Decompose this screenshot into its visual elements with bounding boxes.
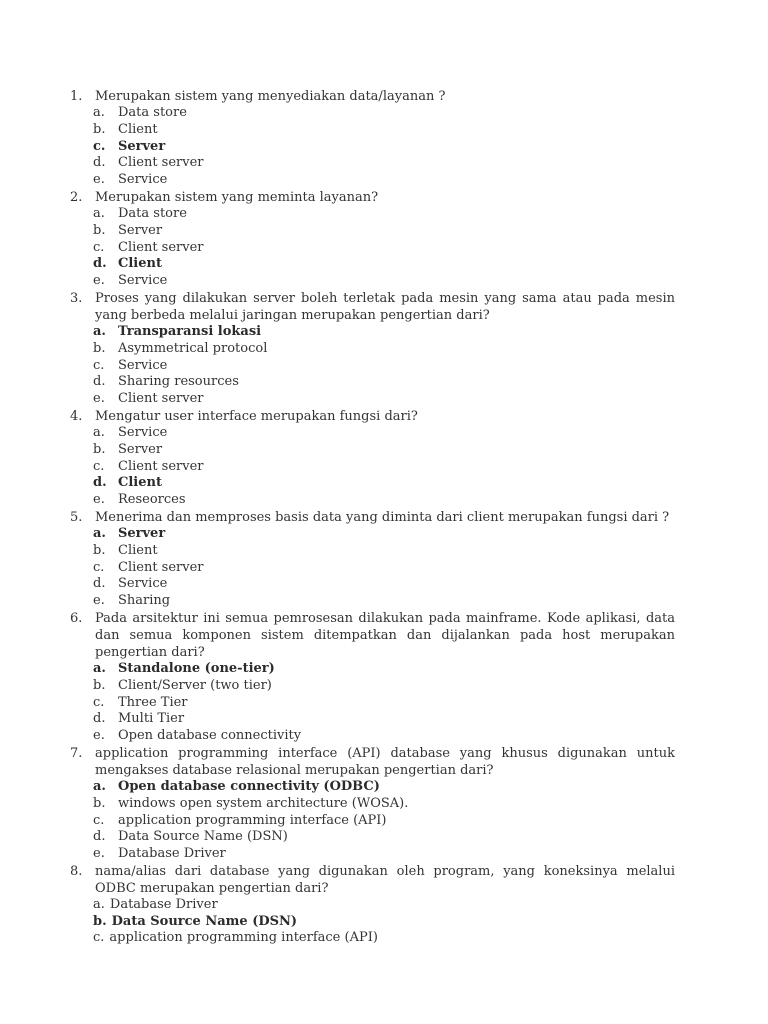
option-letter: d.	[93, 374, 106, 390]
option-letter: a.	[93, 323, 106, 339]
answer-option	[70, 930, 675, 947]
answer-option	[70, 829, 675, 846]
question-row	[70, 863, 675, 897]
answer-option-correct	[70, 256, 675, 273]
question-number: 3.	[70, 290, 83, 306]
answer-option-correct	[70, 661, 675, 678]
answer-options	[70, 661, 675, 745]
question-6	[70, 610, 675, 745]
option-letter: a.	[93, 205, 105, 221]
question-row	[70, 189, 675, 206]
answer-option-correct	[70, 324, 675, 341]
answer-option	[70, 560, 675, 577]
question-text: Mengatur user interface merupakan fungsi dari?	[95, 408, 418, 424]
option-letter: b.	[93, 913, 107, 929]
option-letter: b.	[93, 340, 106, 356]
answer-option	[70, 425, 675, 442]
option-letter: a.	[93, 525, 106, 541]
option-text: Sharing	[118, 593, 171, 609]
answer-option	[70, 846, 675, 863]
answer-option	[70, 358, 675, 375]
question-1	[70, 88, 675, 189]
answer-option-correct	[70, 779, 675, 796]
option-text: application programming interface (API)	[109, 930, 378, 946]
option-letter: c.	[93, 239, 105, 255]
answer-options	[70, 206, 675, 290]
option-text: Data store	[118, 205, 187, 221]
answer-option	[70, 374, 675, 391]
option-text: Database Driver	[109, 896, 218, 912]
answer-option	[70, 593, 675, 610]
answer-option	[70, 172, 675, 189]
question-3	[70, 290, 675, 408]
option-letter: c.	[93, 812, 105, 828]
option-text: Client/Server (two tier)	[118, 677, 272, 693]
question-text: Merupakan sistem yang menyediakan data/layanan ?	[95, 89, 446, 104]
option-text: Asymmetrical protocol	[118, 340, 268, 356]
answer-option-correct	[70, 526, 675, 543]
answer-options	[70, 897, 675, 947]
answer-option	[70, 711, 675, 728]
option-letter: c.	[93, 930, 105, 946]
option-text: Open database connectivity	[118, 728, 302, 744]
option-text: Client server	[118, 239, 204, 255]
question-number: 6.	[70, 610, 83, 626]
option-letter: d.	[93, 475, 107, 491]
option-text: Client server	[118, 458, 204, 474]
option-text: Service	[118, 357, 168, 373]
option-text: Client	[118, 475, 162, 491]
answer-option	[70, 897, 675, 914]
answer-option	[70, 273, 675, 290]
question-number: 5.	[70, 509, 83, 525]
answer-options	[70, 105, 675, 189]
option-letter: c.	[93, 694, 105, 710]
option-letter: d.	[93, 256, 107, 272]
option-letter: c.	[93, 138, 106, 154]
answer-option	[70, 728, 675, 745]
question-row	[70, 408, 675, 425]
option-text: application programming interface (API)	[118, 812, 387, 828]
question-5	[70, 509, 675, 610]
question-2	[70, 189, 675, 290]
option-text: Multi Tier	[118, 711, 185, 727]
option-letter: a.	[93, 105, 105, 120]
answer-options	[70, 526, 675, 610]
option-text: Client server	[118, 391, 204, 407]
option-letter: c.	[93, 559, 105, 575]
option-text: Data Source Name (DSN)	[118, 829, 288, 845]
option-letter: a.	[93, 660, 106, 676]
answer-option	[70, 543, 675, 560]
option-letter: d.	[93, 829, 106, 845]
answer-option-correct	[70, 914, 675, 931]
answer-option	[70, 240, 675, 257]
option-text: Client	[118, 256, 162, 272]
question-row	[70, 88, 675, 105]
option-text: Data Source Name (DSN)	[111, 913, 298, 929]
question-7	[70, 745, 675, 863]
question-row	[70, 509, 675, 526]
option-text: Reseorces	[118, 492, 186, 508]
option-text: Three Tier	[118, 694, 188, 710]
answer-option	[70, 796, 675, 813]
option-letter: e.	[93, 492, 105, 508]
option-text: Data store	[118, 105, 187, 120]
answer-option	[70, 155, 675, 172]
option-letter: e.	[93, 728, 105, 744]
option-letter: e.	[93, 273, 105, 289]
answer-option	[70, 576, 675, 593]
question-row	[70, 610, 675, 661]
option-letter: e.	[93, 391, 105, 407]
option-text: Server	[118, 525, 166, 541]
question-number: 4.	[70, 408, 83, 424]
option-letter: b.	[93, 222, 106, 238]
answer-option	[70, 459, 675, 476]
option-letter: e.	[93, 172, 105, 188]
option-text: Standalone (one-tier)	[118, 660, 275, 676]
option-text: Client server	[118, 559, 204, 575]
option-letter: b.	[93, 441, 106, 457]
answer-option	[70, 813, 675, 830]
question-text: nama/alias dari database yang digunakan oleh program, yang koneksinya melalui ODBC merupakan pengertian dari?	[95, 863, 675, 896]
option-text: Service	[118, 576, 168, 592]
answer-option	[70, 492, 675, 509]
answer-options	[70, 324, 675, 408]
question-row	[70, 745, 675, 779]
quiz-list	[70, 88, 675, 947]
option-letter: c.	[93, 458, 105, 474]
answer-options	[70, 425, 675, 509]
option-letter: c.	[93, 357, 105, 373]
answer-option	[70, 442, 675, 459]
question-text: Pada arsitektur ini semua pemrosesan dilakukan pada mainframe. Kode aplikasi, data dan semua komponen sistem ditempatkan dan dijalankan pada host merupakan pengertian dari?	[95, 610, 675, 660]
option-text: Database Driver	[118, 846, 226, 862]
option-letter: a.	[93, 424, 105, 440]
answer-option-correct	[70, 475, 675, 492]
option-letter: d.	[93, 576, 106, 592]
option-letter: b.	[93, 542, 106, 558]
option-text: Sharing resources	[118, 374, 239, 390]
question-number: 8.	[70, 863, 83, 879]
option-text: Server	[118, 441, 163, 457]
question-8	[70, 863, 675, 947]
question-text: application programming interface (API) database yang khusus digunakan untuk mengakses database relasional merupakan pengertian dari?	[95, 745, 675, 778]
option-letter: e.	[93, 846, 105, 862]
question-number: 1.	[70, 89, 83, 104]
option-letter: d.	[93, 155, 106, 171]
question-text: Proses yang dilakukan server boleh terletak pada mesin yang sama atau pada mesin yang berbeda melalui jaringan merupakan pengertian dari?	[95, 290, 675, 323]
question-text: Menerima dan memproses basis data yang diminta dari client merupakan fungsi dari ?	[95, 509, 670, 525]
option-text: Client	[118, 542, 158, 558]
question-text: Merupakan sistem yang meminta layanan?	[95, 189, 379, 205]
option-text: Service	[118, 172, 168, 188]
answer-options	[70, 779, 675, 863]
answer-option	[70, 206, 675, 223]
option-letter: b.	[93, 121, 106, 137]
option-text: Open database connectivity (ODBC)	[118, 778, 380, 794]
option-text: Transparansi lokasi	[118, 323, 262, 339]
question-number: 7.	[70, 745, 83, 761]
option-letter: a.	[93, 896, 105, 912]
option-text: Service	[118, 424, 168, 440]
answer-option	[70, 391, 675, 408]
option-letter: b.	[93, 795, 106, 811]
question-row	[70, 290, 675, 324]
option-text: Service	[118, 273, 168, 289]
option-text: windows open system architecture (WOSA).	[118, 795, 409, 811]
option-letter: a.	[93, 778, 106, 794]
answer-option	[70, 341, 675, 358]
option-text: Server	[118, 138, 166, 154]
answer-option	[70, 678, 675, 695]
question-4	[70, 408, 675, 509]
answer-option	[70, 695, 675, 712]
answer-option-correct	[70, 139, 675, 156]
option-text: Client	[118, 121, 158, 137]
option-text: Server	[118, 222, 163, 238]
question-number: 2.	[70, 189, 83, 205]
option-letter: e.	[93, 593, 105, 609]
answer-option	[70, 105, 675, 122]
answer-option	[70, 122, 675, 139]
option-text: Client server	[118, 155, 204, 171]
option-letter: d.	[93, 711, 106, 727]
option-letter: b.	[93, 677, 106, 693]
answer-option	[70, 223, 675, 240]
